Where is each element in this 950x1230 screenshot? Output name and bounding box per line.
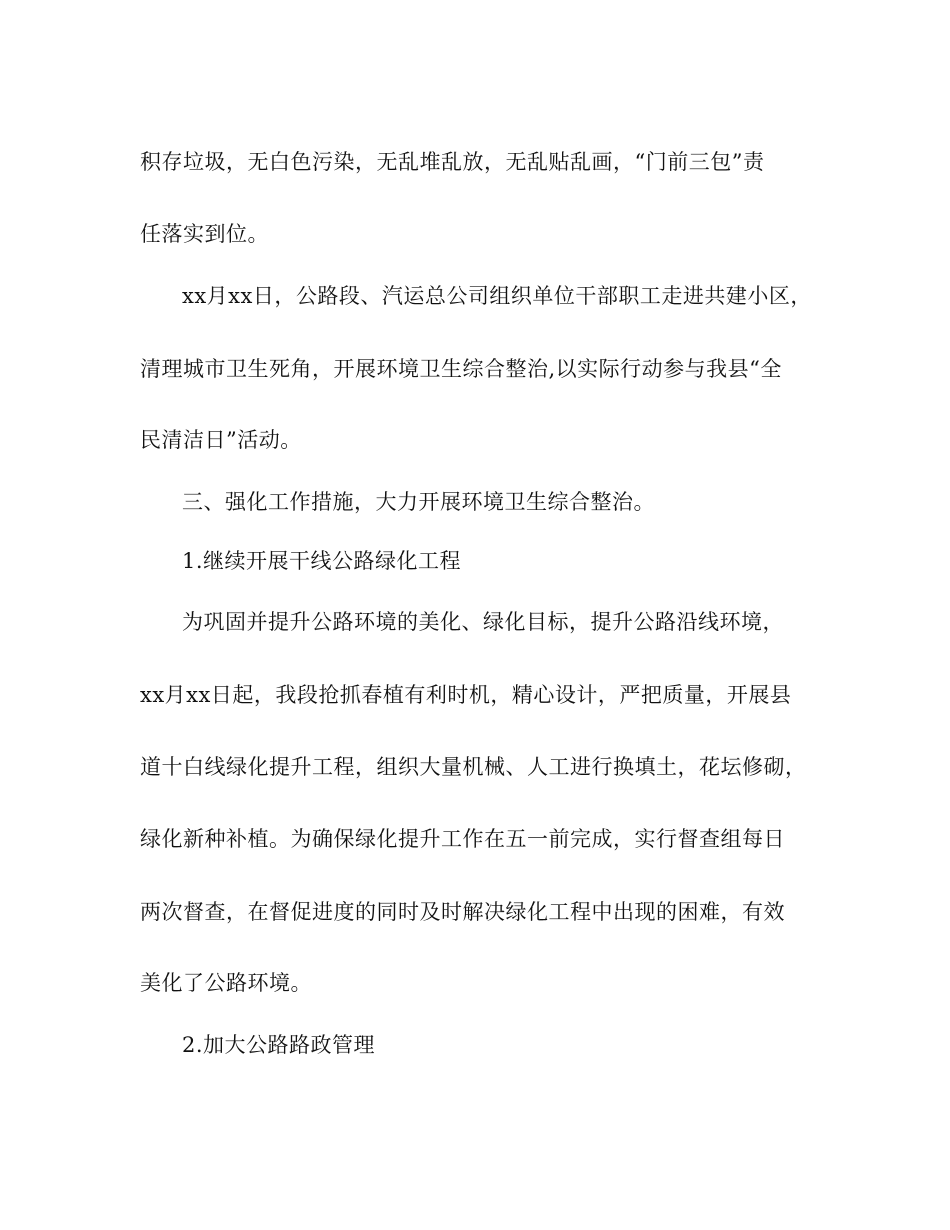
body-text-line: 积存垃圾，无白色污染，无乱堆乱放，无乱贴乱画，“门前三包”责 [140,150,765,174]
body-text-line: 道十白线绿化提升工程，组织大量机械、人工进行换填土，花坛修砌， [140,755,807,779]
subsection-heading: 1.继续开展干线公路绿化工程 [182,549,462,573]
paragraph-start-line: xx月xx日，公路段、汽运总公司组织单位干部职工走进共建小区， [182,284,812,308]
body-text-line: 绿化新种补植。为确保绿化提升工作在五一前完成，实行督查组每日 [140,827,785,851]
body-text-line: 两次督查，在督促进度的同时及时解决绿化工程中出现的困难，有效 [140,900,785,924]
body-text-line: 清理城市卫生死角，开展环境卫生综合整治,以实际行动参与我县“全 [140,357,782,381]
subsection-heading: 2.加大公路路政管理 [182,1033,376,1057]
body-text-line: xx月xx日起，我段抢抓春植有利时机，精心设计，严把质量，开展县 [140,683,792,707]
paragraph-start-line: 为巩固并提升公路环境的美化、绿化目标，提升公路沿线环境， [182,610,784,634]
body-text-line: 民清洁日”活动。 [140,428,302,452]
body-text-line: 美化了公路环境。 [140,971,312,995]
body-text-line: 任落实到位。 [140,222,269,246]
section-heading: 三、强化工作措施，大力开展环境卫生综合整治。 [182,490,655,514]
